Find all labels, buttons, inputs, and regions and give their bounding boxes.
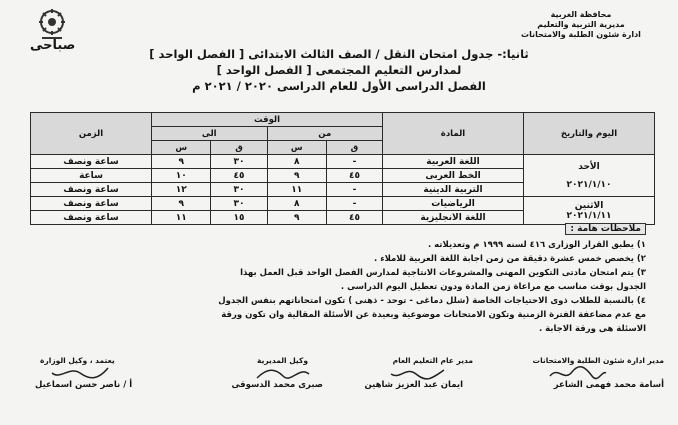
- header-day-date: اليوم والتاريخ: [524, 113, 655, 155]
- signature-role: يعتمد ، وكيل الوزارة: [40, 356, 115, 365]
- note-line: ٣) يتم امتحان مادتى التكوين المهنى والمشروعات الانتاجية لمدارس الفصل الواحد قبل العمل بهذا: [240, 268, 646, 278]
- to-hour-cell: ١٢: [152, 183, 211, 197]
- to-hour-cell: ٩: [152, 197, 211, 211]
- duration-cell: ساعة ونصف: [31, 211, 152, 225]
- subject-cell: اللغة العربية: [383, 155, 524, 169]
- governorate-header: [506, 10, 656, 40]
- day-cell-monday: [524, 197, 655, 225]
- to-min-cell: ٣٠: [211, 197, 267, 211]
- duration-cell: ساعة ونصف: [31, 155, 152, 169]
- header-subject: المادة: [383, 113, 524, 155]
- to-min-cell: ١٥: [211, 211, 267, 225]
- notes-list: [26, 238, 646, 336]
- title-line-1: ثانيا:- جدول امتحان النقل / الصف الثالث الابتدائى [ الفصل الواحد ]: [149, 47, 529, 61]
- signature-name: ايمان عبد العزيز شاهين: [364, 380, 463, 390]
- note-line: ٤) بالنسبة للطلاب ذوى الاحتياجات الخاصة (شلل دماغى - توحد - ذهنى ) تكون امتحاناتهم بنفس الجدول: [218, 296, 646, 306]
- signature-scribble-icon: [253, 364, 313, 382]
- directorate-name: مديرية التربية والتعليم: [537, 20, 625, 29]
- header-from: من: [267, 127, 382, 141]
- signature-role: وكيل المديرية: [257, 356, 308, 365]
- subject-cell: اللغة الانجليزية: [383, 211, 524, 225]
- from-min-cell: ٤٥: [326, 211, 382, 225]
- signature-name: صبرى محمد الدسوقى: [231, 380, 323, 390]
- signature-role: مدير عام التعليم العام: [392, 356, 473, 365]
- title-line-2: لمدارس التعليم المجتمعى [ الفصل الواحد ]: [216, 63, 462, 77]
- governorate-name: محافظة الغربية: [550, 10, 612, 19]
- duration-cell: ساعة ونصف: [31, 183, 152, 197]
- exam-schedule-table: [30, 112, 655, 225]
- signature-scribble-icon: [388, 364, 448, 382]
- header-to-hour: س: [152, 141, 211, 155]
- note-line: ١) يطبق القرار الوزارى ٤١٦ لسنه ١٩٩٩ م وتعديلاته .: [427, 240, 646, 250]
- signature-name: أسامة محمد فهمى الشاعر: [553, 380, 664, 390]
- header-to-min: ق: [211, 141, 267, 155]
- day-date: ٢٠٢١/١/١١: [566, 210, 612, 221]
- to-hour-cell: ١١: [152, 211, 211, 225]
- to-min-cell: ٣٠: [211, 183, 267, 197]
- from-hour-cell: ١١: [267, 183, 326, 197]
- from-min-cell: -: [326, 183, 382, 197]
- to-min-cell: ٣٠: [211, 155, 267, 169]
- day-date: ٢٠٢١/١/١٠: [566, 179, 612, 190]
- day-name: الأحد: [578, 161, 600, 172]
- header-to: الى: [152, 127, 268, 141]
- signature-scribble-icon: [548, 364, 608, 382]
- notes-heading: ملاحظات هامة :: [565, 223, 646, 235]
- from-hour-cell: ٨: [267, 155, 326, 169]
- title-block: [0, 46, 678, 94]
- day-cell-sunday: [524, 155, 655, 197]
- from-min-cell: ٤٥: [326, 169, 382, 183]
- duration-cell: ساعة: [31, 169, 152, 183]
- from-min-cell: -: [326, 155, 382, 169]
- table-row: [31, 155, 655, 169]
- title-line-3: الفصل الدراسى الأول للعام الدراسى ٢٠٢٠ / ٢٠٢١ م: [192, 79, 486, 93]
- header-time: الوقت: [152, 113, 383, 127]
- header-from-hour: س: [267, 141, 326, 155]
- table-row: [31, 197, 655, 211]
- ministry-logo-icon: [34, 8, 70, 40]
- subject-cell: التربية الدينية: [383, 183, 524, 197]
- signature-name: أ / ناصر حسن اسماعيل: [35, 380, 133, 390]
- to-min-cell: ٤٥: [211, 169, 267, 183]
- from-hour-cell: ٩: [267, 169, 326, 183]
- subject-cell: الخط العربى: [383, 169, 524, 183]
- shift-label: صباحى: [30, 38, 76, 53]
- to-hour-cell: ٩: [152, 155, 211, 169]
- note-line: مع عدم مضاعفة الفترة الزمنية وتكون الامتحانات موضوعية وبعيدة عن الأسئلة المقالية وان تكون ورقة: [221, 310, 646, 320]
- duration-cell: ساعة ونصف: [31, 197, 152, 211]
- subject-cell: الرياضيات: [383, 197, 524, 211]
- header-duration: الزمن: [31, 113, 152, 155]
- day-name: الاثنين: [574, 200, 604, 211]
- signature-role: مدير ادارة شئون الطلبة والامتحانات: [532, 356, 664, 365]
- note-line: ٢) يخصص خمس عشرة دقيقة من زمن اجابة اللغة العربية للاملاء .: [374, 254, 646, 264]
- from-min-cell: -: [326, 197, 382, 211]
- department-name: ادارة شئون الطلبة والامتحانات: [521, 30, 641, 39]
- note-line: الاسئلة هى ورقة الاجابة .: [538, 324, 646, 334]
- header-from-min: ق: [326, 141, 382, 155]
- to-hour-cell: ١٠: [152, 169, 211, 183]
- note-line: الجدول بوقت مناسب مع مراعاة زمن المادة ودون تعطيل اليوم الدراسى .: [340, 282, 646, 292]
- signature-scribble-icon: [50, 364, 110, 382]
- from-hour-cell: ٩: [267, 211, 326, 225]
- from-hour-cell: ٨: [267, 197, 326, 211]
